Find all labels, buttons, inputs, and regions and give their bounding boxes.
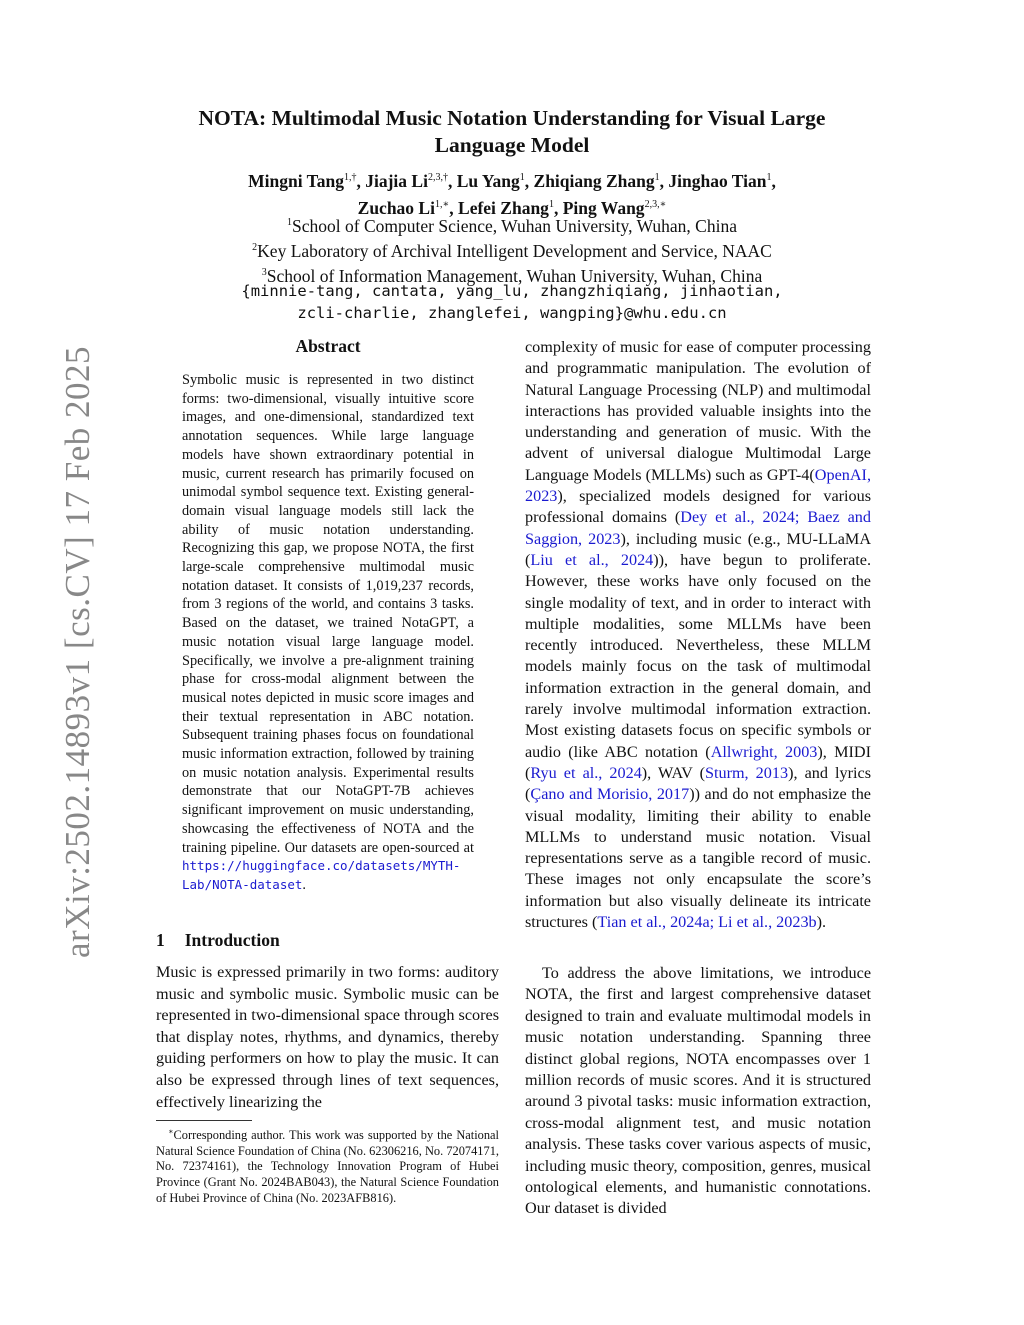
arxiv-identifier: arXiv:2502.14893v1 [cs.CV] 17 Feb 2025 <box>58 345 97 958</box>
citation-link[interactable]: OpenAI, 2023 <box>525 465 871 506</box>
body-text: ), and lyrics ( <box>525 763 871 804</box>
citation-link[interactable]: Liu et al., 2024 <box>530 550 654 569</box>
affiliation-text: School of Information Management, Wuhan University, Wuhan, China <box>266 265 763 286</box>
author-affil-mark: 2,3,† <box>427 172 448 183</box>
author-name: Zhiqiang Zhang <box>533 170 655 191</box>
footnote-divider <box>156 1120 252 1121</box>
author-affil-mark: 1 <box>654 172 660 183</box>
abstract-text: Symbolic music is represented in two distinct forms: two-dimensional, visually intuitive score images, and one-dimensional, standardized text annotation sequences. While large language models have shown extraordinary potential in music, current research has primarily focused on unimodal symbol sequence text. Existing general-domain visual language models still lack the ability of music notation understanding. Recognizing this gap, we propose NOTA, the first large-scale comprehensive multimodal music notation dataset. It consists of 1,019,237 records, from 3 regions of the world, and contains 3 tasks. Based on the dataset, we trained NotaGPT, a music notation visual large language model. Specifically, we involve a pre-alignment training phase for cross-modal alignment between the musical notes depicted in music score images and their textual representation in ABC notation. Subsequent training phases focus on foundational music information extraction, followed by training on music notation analysis. Experimental results demonstrate that our NotaGPT-7B achieves significant improvement on music understanding, showcasing the effectiveness of NOTA and the training pipeline. Our datasets are open-sourced at <box>182 372 474 856</box>
email-line2: zcli-charlie, zhanglefei, wangping}@whu.edu.cn <box>297 304 727 322</box>
body-text: complexity of music for ease of computer processing and programmatic manipulation. The evolution of Natural Language Processing (NLP) and multimodal interactions has provided valuable insights into the understanding and generation of music. With the advent of universal dialogue Multimodal Large Language Models (MLLMs) such as GPT-4( <box>525 338 871 484</box>
section-heading <box>156 930 496 951</box>
paper-title-line1: NOTA: Multimodal Music Notation Understanding for Visual Large <box>198 106 826 130</box>
affiliation-text: School of Computer Science, Wuhan University, Wuhan, China <box>292 215 737 236</box>
abstract-body <box>182 371 474 895</box>
author-name: Ping Wang <box>562 197 645 218</box>
footnote-mark: ∗ <box>168 1127 174 1136</box>
section-number: 1 <box>156 930 165 950</box>
citation-link[interactable]: Ryu et al., 2024 <box>530 763 642 782</box>
affiliation-mark: 2 <box>252 241 258 253</box>
citation-link[interactable]: Allwright, 2003 <box>710 742 818 761</box>
author-affil-mark: 1 <box>519 172 525 183</box>
affiliation-text: Key Laboratory of Archival Intelligent Development and Service, NAAC <box>257 240 772 261</box>
author-affil-mark: 1 <box>766 172 772 183</box>
abstract-end: . <box>302 876 306 893</box>
body-text: ), including music (e.g., MU-LLaMA ( <box>525 529 872 569</box>
body-text: ). <box>816 913 827 932</box>
body-text: To address the above limitations, we introduce NOTA, the first and largest comprehensive dataset designed to train and evaluate multimodal models in music notation understanding. Spanning three distinct global regions, NOTA encompasses over 1 million records of music scores. And it is structured around 3 pivotal tasks: music information extraction, cross-modal alignment test, and music notation analysis. These tasks cover various aspects of music, including music theory, composition, genres, musical ontological elements, and humanistic connotations. Our dataset is divided <box>525 964 871 1218</box>
author-line-2: Zuchao $Li^{1,∗}$, Lefei Zhang$^1$, Ping Wang$^{2,3,∗}$ <box>357 197 667 218</box>
author-affil-mark: 2,3,∗ <box>644 198 667 210</box>
email-line1: {minnie-tang, cantata, yang_lu, zhangzhiqiang, jinhaotian, <box>241 282 783 300</box>
author-affil-mark: 1 <box>548 198 554 210</box>
affiliation-mark: 1 <box>287 217 293 228</box>
author-name: Jiajia Li <box>365 170 428 191</box>
intro-paragraph: Music is expressed primarily in two forms: auditory music and symbolic music. Symbolic music can be represented in two-dimensional space through scores that display notes, rhythms, and dynamics, thereby guiding performers on how to play the music. It can also be expressed through lines of text sequences, effectively linearizing the <box>156 963 499 1111</box>
author-name: Jinghao Tian <box>668 170 767 191</box>
author-name: Lu Yang <box>456 170 520 191</box>
citation-link[interactable]: Tian et al., 2024a; Li et al., 2023b <box>597 913 817 932</box>
right-column-paragraph-2 <box>525 963 871 1220</box>
dataset-link[interactable]: https://huggingface.co/datasets/MYTH-Lab/NOTA-dataset <box>182 858 461 892</box>
paper-title <box>150 105 874 159</box>
author-affil-mark: 1,∗ <box>434 198 450 210</box>
author-affil-mark: 1,† <box>343 172 357 183</box>
section-title: Introduction <box>184 930 280 950</box>
author-emails <box>150 280 874 324</box>
author-name: Mingni Tang <box>248 170 344 191</box>
affiliation <box>150 237 874 262</box>
paper-title-line2: Language Model <box>434 133 590 157</box>
body-text: ), WAV ( <box>641 763 705 782</box>
footnote-text: Corresponding author. This work was supported by the National Natural Science Foundation of China (No. 62306216, No. 72074171, No. 72374161), the Technology Innovation Program of Hubei Province (Grant No. 2024BAB043), the Natural Science Foundation of Hubei Province of China (No. 2023AFB816). <box>156 1128 499 1205</box>
footnote <box>156 1124 499 1206</box>
citation-link[interactable]: Sturm, 2013 <box>704 763 789 782</box>
author-name: Lefei Zhang <box>458 197 549 218</box>
affiliation-mark: 3 <box>261 266 267 278</box>
body-text: )) and do not emphasize the visual modality, limiting their ability to enable MLLMs to understand music notation. Visual representations serve as a tangible record of music. These images not only encapsulate the score’s information but also visually delineate its intricate structures ( <box>525 785 871 932</box>
citation-link[interactable]: Çano and Morisio, 2017 <box>530 785 690 804</box>
right-column-paragraph-1 <box>525 337 871 933</box>
citation-link[interactable]: Dey et al., 2024; Baez and Saggion, 2023 <box>525 508 871 548</box>
abstract-heading: Abstract <box>295 336 361 356</box>
author-line-1: Mingni Tang$^{1,\dagger}$, Jiajia $Li^{2,3,\dagger}$, Lu Yang$^1$, Zhiqiang Zhang$^1$, Jinghao Tian$^1$, <box>248 170 776 191</box>
affiliation-list <box>150 212 874 286</box>
body-text: ), MIDI ( <box>525 742 871 782</box>
affiliation <box>150 212 874 237</box>
body-text: ), specialized models designed for various professional domains ( <box>525 487 871 527</box>
body-text: )), have begun to proliferate. However, these works have only focused on the single modality of text, and in order to interact with multiple modalities, some MLLMs have been recently introduced. Nevertheless, these MLLM models mainly focus on the task of multimodal information extraction in the general domain, and rarely involve multimodal information extraction. Most existing datasets focus on specific symbols or audio (like ABC notation ( <box>525 550 871 761</box>
author-name: Zuchao Li <box>357 197 435 218</box>
